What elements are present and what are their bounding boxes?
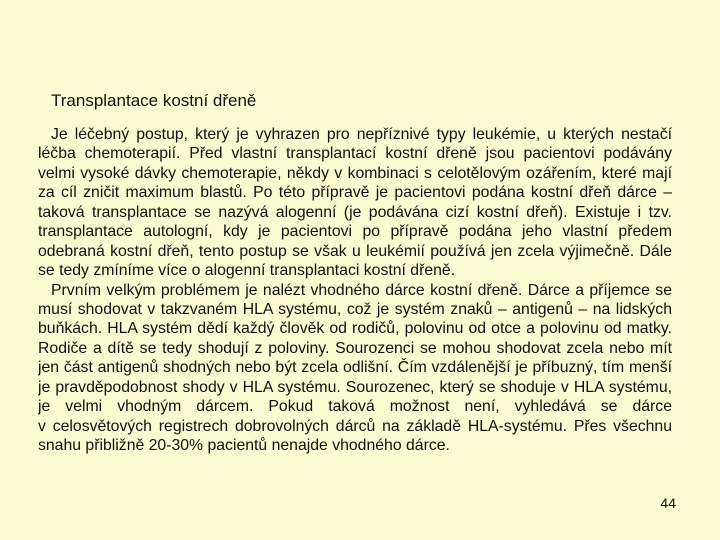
text-line: transplantace autologní, kdy je pacientovi po přípravě podána jeho vlastní předem [38,223,672,241]
text-line: snahu přibližně 20-30% pacientů nenajde vhodného dárce. [38,437,450,454]
text-line: velmi vysoké dávky chemoterapie, někdy v kombinaci s celotělovým ozářením, které mají [38,164,672,182]
slide-title: Transplantace kostní dřeně [51,91,257,110]
text-line: se tedy zmíníme více o alogenní transplantaci kostní dřeně. [38,262,456,280]
text-line: jen část antigenů shodných nebo být zcela odlišní. Čím vzdálenější je příbuzný, tím menší [38,359,672,377]
text-line: za cíl zničit maximum blastů. Po této přípravě je pacientovi podána kostní dřeň dárce – [38,184,672,202]
text-line: je pravděpodobnost shody v HLA systému. Sourozenec, který se shoduje v HLA systému, [38,378,672,396]
page-number: 44 [660,495,676,511]
text-line: je velmi vhodným dárcem. Pokud taková možnost není, vyhledává se dárce [38,398,672,416]
text-line: v celosvětových registrech dobrovolných dárců na základě HLA-systému. Přes všechnu [38,417,672,435]
text-line: odebraná kostní dřeň, tento postup se však u leukémií používá jen zcela výjimečně. Dále [38,242,672,260]
slide-body [38,125,672,455]
text-line: Prvním velkým problémem je nalézt vhodného dárce kostní dřeně. Dárce a příjemce se [51,281,672,299]
text-line: buňkách. HLA systém dědí každý člověk od rodičů, polovinu od otce a polovinu od matky. [38,320,672,338]
paragraph-donor [38,281,672,456]
text-line: léčba chemoterapií. Před vlastní transplantací kostní dřeně jsou pacientovi podávány [38,145,672,163]
text-line: Rodiče a dítě se tedy shodují z poloviny. Sourozenci se mohou shodovat zcela nebo mít [38,339,672,357]
paragraph-intro [38,125,672,281]
text-line: Je léčebný postup, který je vyhrazen pro nepříznivé typy leukémie, u kterých nestačí [51,126,672,143]
text-line: taková transplantace se nazývá alogenní (je podávána cizí kostní dřeň). Existuje i tzv. [38,203,672,221]
text-line: musí shodovat v takzvaném HLA systému, což je systém znaků – antigenů – na lidských [38,300,672,318]
